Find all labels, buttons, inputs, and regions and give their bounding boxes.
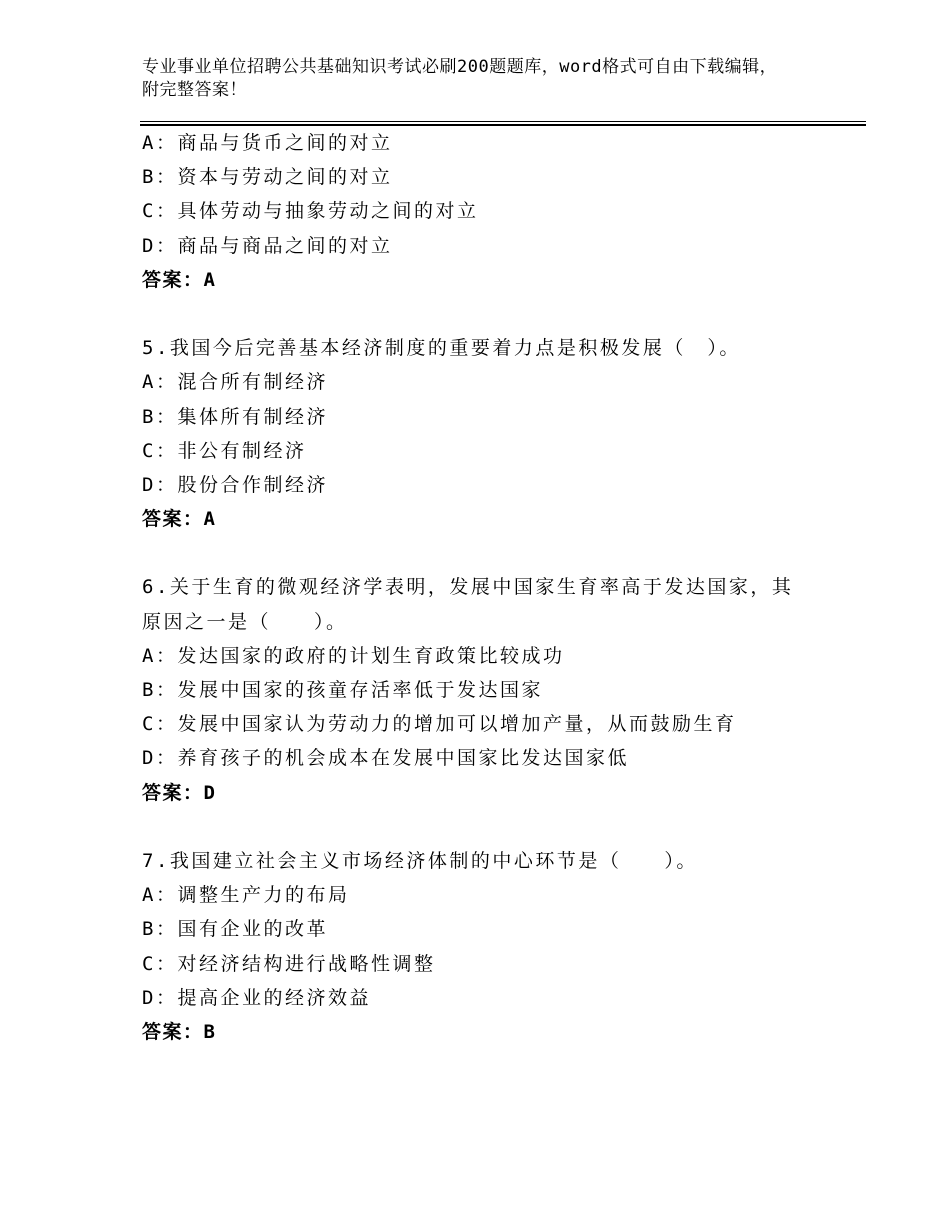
option-a: A：商品与货币之间的对立 — [142, 132, 393, 154]
option-d: D：股份合作制经济 — [142, 473, 328, 496]
question-continued — [142, 126, 822, 297]
option-c: C：非公有制经济 — [142, 439, 307, 462]
option-b: B：发展中国家的孩童存活率低于发达国家 — [142, 679, 543, 701]
question-stem-line-1: 6.关于生育的微观经济学表明，发展中国家生育率高于发达国家，其 — [142, 576, 794, 599]
question-stem-line-2: 原因之一是（ ）。 — [142, 610, 348, 633]
question-stem: 7.我国建立社会主义市场经济体制的中心环节是（ ）。 — [142, 849, 698, 872]
answer: 答案：A — [142, 268, 217, 291]
answer: 答案：B — [142, 1020, 217, 1043]
option-d: D：养育孩子的机会成本在发展中国家比发达国家低 — [142, 747, 629, 770]
spacer — [142, 297, 822, 331]
option-b: B：集体所有制经济 — [142, 405, 328, 428]
option-b: B：资本与劳动之间的对立 — [142, 166, 393, 189]
option-d: D：商品与商品之间的对立 — [142, 234, 393, 257]
option-a: A：调整生产力的布局 — [142, 884, 350, 907]
option-c: C：对经济结构进行战略性调整 — [142, 952, 436, 975]
document-header: 专业事业单位招聘公共基础知识考试必刷200题题库，word格式可自由下载编辑，附完整答案！ — [142, 57, 778, 100]
option-c: C：具体劳动与抽象劳动之间的对立 — [142, 200, 479, 223]
header-rule-thin — [140, 121, 866, 122]
option-b: B：国有企业的改革 — [142, 918, 328, 941]
spacer — [142, 810, 822, 844]
question-stem: 5.我国今后完善基本经济制度的重要着力点是积极发展（ ）。 — [142, 337, 741, 360]
option-d: D：提高企业的经济效益 — [142, 986, 371, 1009]
option-c: C：发展中国家认为劳动力的增加可以增加产量，从而鼓励生育 — [142, 713, 737, 736]
question-7 — [142, 844, 822, 1049]
question-list — [142, 126, 822, 1049]
question-5 — [142, 331, 822, 536]
answer: 答案：D — [142, 781, 217, 804]
spacer — [142, 536, 822, 570]
option-a: A：混合所有制经济 — [142, 371, 328, 394]
question-6 — [142, 570, 822, 809]
option-a: A：发达国家的政府的计划生育政策比较成功 — [142, 644, 565, 667]
answer: 答案：A — [142, 508, 217, 531]
